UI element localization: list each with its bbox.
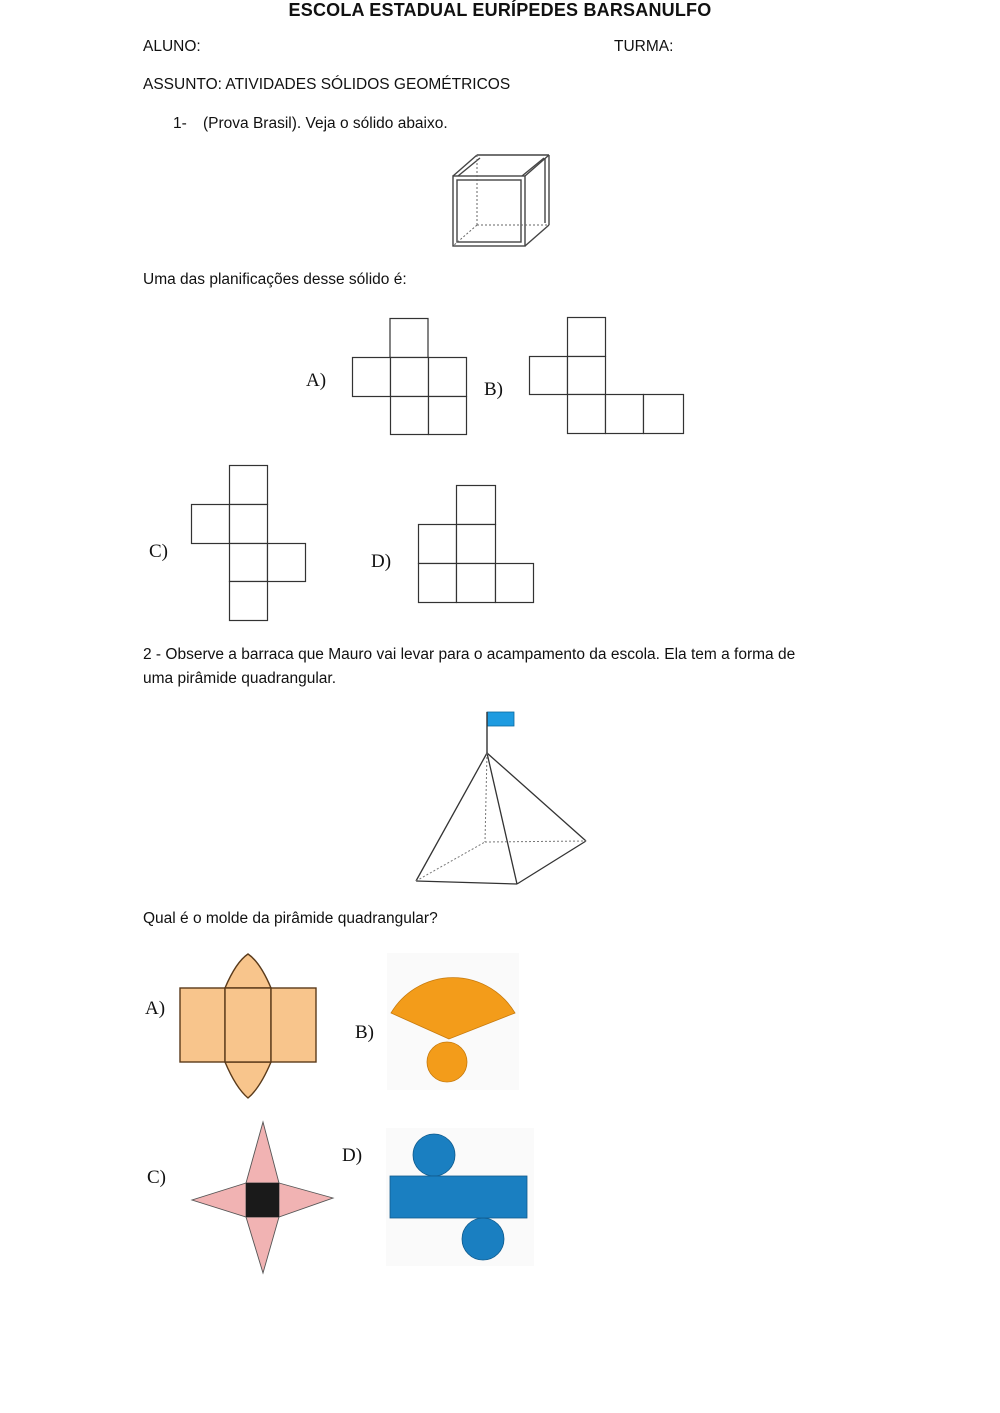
q2-option-c-label: C) — [147, 1167, 166, 1188]
q2-subprompt: Qual é o molde da pirâmide quadrangular? — [143, 910, 438, 927]
q1-subprompt: Uma das planificações desse sólido é: — [143, 271, 407, 288]
subject-line: ASSUNTO: ATIVIDADES SÓLIDOS GEOMÉTRICOS — [143, 76, 511, 93]
q2-option-d-label: D) — [342, 1145, 363, 1166]
q2-option-a-label: A) — [145, 998, 166, 1019]
q2-net-b-cone — [387, 953, 519, 1090]
q2-option-b-label: B) — [355, 1022, 374, 1043]
school-name: ESCOLA ESTADUAL EURÍPEDES BARSANULFO — [288, 0, 712, 20]
q1-prompt: (Prova Brasil). Veja o sólido abaixo. — [203, 115, 448, 132]
q1-net-d — [418, 485, 536, 605]
q2-prompt-line1: 2 - Observe a barraca que Mauro vai levar para o acampamento da escola. Ela tem a forma de — [143, 646, 796, 663]
q2-prompt-line2: uma pirâmide quadrangular. — [143, 670, 337, 687]
q1-option-b-label: B) — [484, 379, 503, 400]
q2-net-c-pyramid — [190, 1120, 336, 1276]
q1-option-d-label: D) — [371, 551, 392, 572]
q1-net-c — [191, 465, 309, 622]
class-label: TURMA: — [614, 38, 674, 55]
q1-option-a-label: A) — [306, 370, 327, 391]
tent-flag — [487, 712, 514, 726]
q1-net-a — [352, 318, 468, 436]
q2-net-d-cylinder — [386, 1128, 534, 1266]
cube-figure — [440, 148, 560, 253]
q1-option-c-label: C) — [149, 541, 168, 562]
student-label: ALUNO: — [143, 38, 201, 55]
q1-number: 1- — [173, 115, 187, 132]
q2-net-a-prism — [178, 950, 320, 1102]
tent-pyramid-figure — [410, 708, 590, 888]
q1-net-b — [529, 317, 686, 436]
